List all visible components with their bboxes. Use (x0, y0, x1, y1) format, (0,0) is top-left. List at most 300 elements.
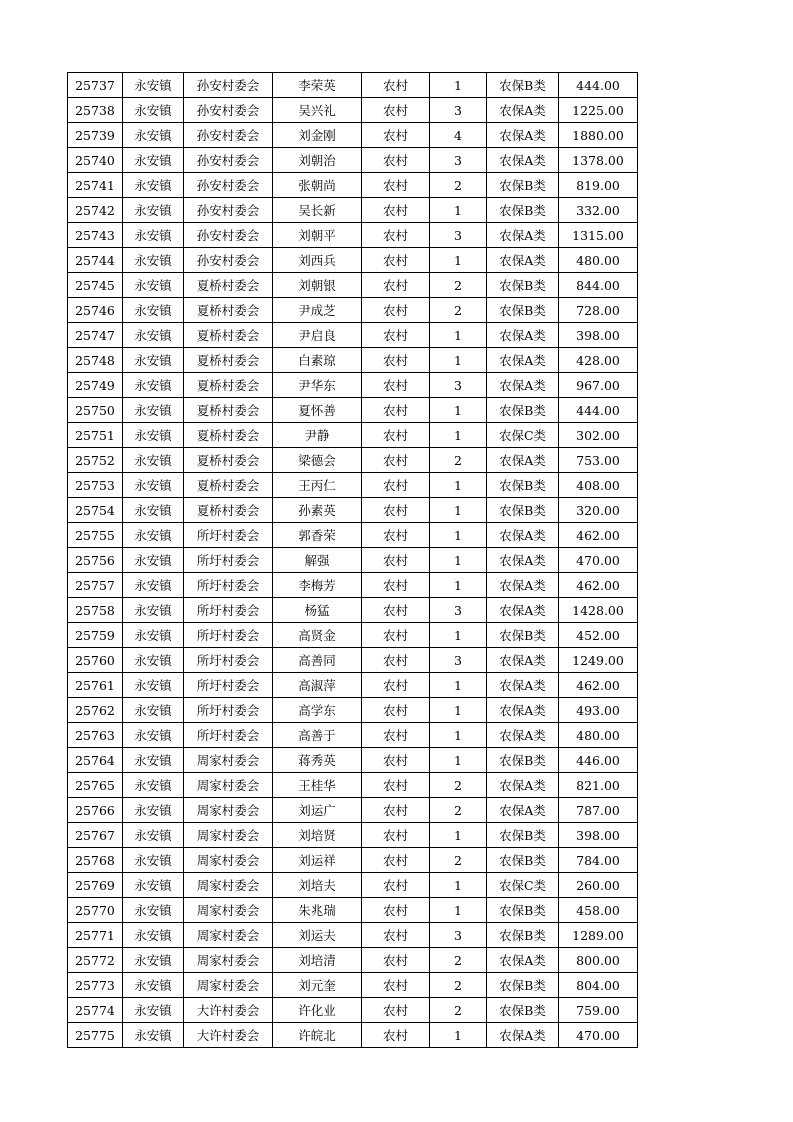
amount-cell: 260.00 (559, 873, 638, 898)
amount-cell: 759.00 (559, 998, 638, 1023)
record-id-cell: 25750 (68, 398, 123, 423)
table-body (68, 73, 638, 1048)
record-id-cell: 25766 (68, 798, 123, 823)
record-id-cell: 25740 (68, 148, 123, 173)
table-row (68, 898, 638, 923)
town-cell: 永安镇 (123, 623, 184, 648)
table-row (68, 348, 638, 373)
insurance-category-cell: 农保B类 (487, 273, 559, 298)
table-row (68, 123, 638, 148)
person-name-cell: 吴长新 (273, 198, 362, 223)
data-sheet (67, 72, 638, 1048)
amount-cell: 1880.00 (559, 123, 638, 148)
insurance-category-cell: 农保A类 (487, 598, 559, 623)
person-name-cell: 刘培贤 (273, 823, 362, 848)
person-name-cell: 解强 (273, 548, 362, 573)
area-type-cell: 农村 (362, 273, 430, 298)
household-size-cell: 2 (430, 173, 487, 198)
table-row (68, 623, 638, 648)
area-type-cell: 农村 (362, 998, 430, 1023)
area-type-cell: 农村 (362, 898, 430, 923)
insurance-category-cell: 农保A类 (487, 548, 559, 573)
insurance-category-cell: 农保B类 (487, 998, 559, 1023)
village-committee-cell: 所圩村委会 (184, 598, 273, 623)
area-type-cell: 农村 (362, 923, 430, 948)
record-id-cell: 25757 (68, 573, 123, 598)
household-size-cell: 1 (430, 323, 487, 348)
town-cell: 永安镇 (123, 898, 184, 923)
amount-cell: 332.00 (559, 198, 638, 223)
town-cell: 永安镇 (123, 748, 184, 773)
insurance-category-cell: 农保B类 (487, 298, 559, 323)
area-type-cell: 农村 (362, 198, 430, 223)
amount-cell: 452.00 (559, 623, 638, 648)
amount-cell: 398.00 (559, 323, 638, 348)
records-table (67, 72, 638, 1048)
household-size-cell: 1 (430, 348, 487, 373)
village-committee-cell: 夏桥村委会 (184, 373, 273, 398)
amount-cell: 821.00 (559, 773, 638, 798)
household-size-cell: 2 (430, 448, 487, 473)
household-size-cell: 3 (430, 223, 487, 248)
insurance-category-cell: 农保A类 (487, 223, 559, 248)
town-cell: 永安镇 (123, 298, 184, 323)
amount-cell: 784.00 (559, 848, 638, 873)
person-name-cell: 刘朝治 (273, 148, 362, 173)
record-id-cell: 25756 (68, 548, 123, 573)
household-size-cell: 1 (430, 473, 487, 498)
household-size-cell: 1 (430, 398, 487, 423)
village-committee-cell: 夏桥村委会 (184, 398, 273, 423)
record-id-cell: 25744 (68, 248, 123, 273)
amount-cell: 1249.00 (559, 648, 638, 673)
person-name-cell: 尹启良 (273, 323, 362, 348)
person-name-cell: 张朝尚 (273, 173, 362, 198)
record-id-cell: 25761 (68, 673, 123, 698)
village-committee-cell: 孙安村委会 (184, 73, 273, 98)
household-size-cell: 3 (430, 923, 487, 948)
area-type-cell: 农村 (362, 548, 430, 573)
household-size-cell: 1 (430, 523, 487, 548)
town-cell: 永安镇 (123, 498, 184, 523)
amount-cell: 480.00 (559, 248, 638, 273)
person-name-cell: 王丙仁 (273, 473, 362, 498)
town-cell: 永安镇 (123, 98, 184, 123)
person-name-cell: 刘运夫 (273, 923, 362, 948)
village-committee-cell: 周家村委会 (184, 848, 273, 873)
record-id-cell: 25765 (68, 773, 123, 798)
area-type-cell: 农村 (362, 148, 430, 173)
town-cell: 永安镇 (123, 673, 184, 698)
village-committee-cell: 所圩村委会 (184, 698, 273, 723)
town-cell: 永安镇 (123, 223, 184, 248)
town-cell: 永安镇 (123, 173, 184, 198)
area-type-cell: 农村 (362, 473, 430, 498)
household-size-cell: 1 (430, 423, 487, 448)
table-row (68, 1023, 638, 1048)
table-row (68, 823, 638, 848)
village-committee-cell: 夏桥村委会 (184, 498, 273, 523)
insurance-category-cell: 农保B类 (487, 748, 559, 773)
insurance-category-cell: 农保B类 (487, 898, 559, 923)
village-committee-cell: 大许村委会 (184, 998, 273, 1023)
insurance-category-cell: 农保A类 (487, 1023, 559, 1048)
amount-cell: 462.00 (559, 573, 638, 598)
village-committee-cell: 夏桥村委会 (184, 348, 273, 373)
area-type-cell: 农村 (362, 398, 430, 423)
household-size-cell: 3 (430, 648, 487, 673)
insurance-category-cell: 农保B类 (487, 623, 559, 648)
town-cell: 永安镇 (123, 998, 184, 1023)
household-size-cell: 2 (430, 973, 487, 998)
village-committee-cell: 所圩村委会 (184, 723, 273, 748)
area-type-cell: 农村 (362, 1023, 430, 1048)
area-type-cell: 农村 (362, 873, 430, 898)
table-row (68, 398, 638, 423)
town-cell: 永安镇 (123, 1023, 184, 1048)
table-row (68, 198, 638, 223)
person-name-cell: 刘元奎 (273, 973, 362, 998)
amount-cell: 470.00 (559, 548, 638, 573)
town-cell: 永安镇 (123, 148, 184, 173)
person-name-cell: 刘运广 (273, 798, 362, 823)
village-committee-cell: 夏桥村委会 (184, 298, 273, 323)
household-size-cell: 2 (430, 798, 487, 823)
insurance-category-cell: 农保A类 (487, 148, 559, 173)
table-row (68, 248, 638, 273)
village-committee-cell: 夏桥村委会 (184, 323, 273, 348)
table-row (68, 523, 638, 548)
table-row (68, 73, 638, 98)
insurance-category-cell: 农保B类 (487, 173, 559, 198)
household-size-cell: 3 (430, 598, 487, 623)
record-id-cell: 25751 (68, 423, 123, 448)
village-committee-cell: 孙安村委会 (184, 173, 273, 198)
table-row (68, 423, 638, 448)
table-row (68, 548, 638, 573)
village-committee-cell: 夏桥村委会 (184, 273, 273, 298)
amount-cell: 844.00 (559, 273, 638, 298)
amount-cell: 753.00 (559, 448, 638, 473)
table-row (68, 773, 638, 798)
village-committee-cell: 孙安村委会 (184, 248, 273, 273)
village-committee-cell: 所圩村委会 (184, 523, 273, 548)
area-type-cell: 农村 (362, 373, 430, 398)
village-committee-cell: 周家村委会 (184, 948, 273, 973)
table-row (68, 173, 638, 198)
town-cell: 永安镇 (123, 873, 184, 898)
town-cell: 永安镇 (123, 123, 184, 148)
person-name-cell: 刘运祥 (273, 848, 362, 873)
record-id-cell: 25763 (68, 723, 123, 748)
area-type-cell: 农村 (362, 673, 430, 698)
record-id-cell: 25738 (68, 98, 123, 123)
amount-cell: 408.00 (559, 473, 638, 498)
town-cell: 永安镇 (123, 773, 184, 798)
insurance-category-cell: 农保C类 (487, 423, 559, 448)
person-name-cell: 刘金刚 (273, 123, 362, 148)
table-row (68, 973, 638, 998)
village-committee-cell: 周家村委会 (184, 773, 273, 798)
town-cell: 永安镇 (123, 523, 184, 548)
amount-cell: 462.00 (559, 523, 638, 548)
table-row (68, 723, 638, 748)
amount-cell: 458.00 (559, 898, 638, 923)
area-type-cell: 农村 (362, 348, 430, 373)
insurance-category-cell: 农保A类 (487, 448, 559, 473)
amount-cell: 1289.00 (559, 923, 638, 948)
household-size-cell: 3 (430, 98, 487, 123)
household-size-cell: 1 (430, 548, 487, 573)
table-row (68, 448, 638, 473)
table-row (68, 573, 638, 598)
village-committee-cell: 孙安村委会 (184, 223, 273, 248)
table-row (68, 748, 638, 773)
village-committee-cell: 周家村委会 (184, 798, 273, 823)
town-cell: 永安镇 (123, 923, 184, 948)
household-size-cell: 1 (430, 1023, 487, 1048)
record-id-cell: 25746 (68, 298, 123, 323)
table-row (68, 598, 638, 623)
area-type-cell: 农村 (362, 498, 430, 523)
insurance-category-cell: 农保B类 (487, 73, 559, 98)
insurance-category-cell: 农保A类 (487, 648, 559, 673)
table-row (68, 648, 638, 673)
insurance-category-cell: 农保A类 (487, 323, 559, 348)
record-id-cell: 25745 (68, 273, 123, 298)
record-id-cell: 25772 (68, 948, 123, 973)
person-name-cell: 李荣英 (273, 73, 362, 98)
record-id-cell: 25741 (68, 173, 123, 198)
person-name-cell: 夏怀善 (273, 398, 362, 423)
table-row (68, 98, 638, 123)
insurance-category-cell: 农保A类 (487, 773, 559, 798)
record-id-cell: 25749 (68, 373, 123, 398)
village-committee-cell: 周家村委会 (184, 923, 273, 948)
area-type-cell: 农村 (362, 98, 430, 123)
person-name-cell: 李梅芳 (273, 573, 362, 598)
table-row (68, 873, 638, 898)
town-cell: 永安镇 (123, 948, 184, 973)
town-cell: 永安镇 (123, 448, 184, 473)
town-cell: 永安镇 (123, 823, 184, 848)
town-cell: 永安镇 (123, 648, 184, 673)
record-id-cell: 25759 (68, 623, 123, 648)
table-row (68, 273, 638, 298)
record-id-cell: 25748 (68, 348, 123, 373)
person-name-cell: 梁德会 (273, 448, 362, 473)
household-size-cell: 1 (430, 748, 487, 773)
table-row (68, 923, 638, 948)
area-type-cell: 农村 (362, 648, 430, 673)
area-type-cell: 农村 (362, 123, 430, 148)
household-size-cell: 3 (430, 373, 487, 398)
household-size-cell: 1 (430, 198, 487, 223)
village-committee-cell: 所圩村委会 (184, 673, 273, 698)
area-type-cell: 农村 (362, 698, 430, 723)
village-committee-cell: 孙安村委会 (184, 123, 273, 148)
amount-cell: 320.00 (559, 498, 638, 523)
amount-cell: 493.00 (559, 698, 638, 723)
area-type-cell: 农村 (362, 948, 430, 973)
household-size-cell: 2 (430, 948, 487, 973)
table-row (68, 998, 638, 1023)
person-name-cell: 刘培清 (273, 948, 362, 973)
insurance-category-cell: 农保A类 (487, 98, 559, 123)
household-size-cell: 1 (430, 623, 487, 648)
town-cell: 永安镇 (123, 323, 184, 348)
person-name-cell: 尹静 (273, 423, 362, 448)
area-type-cell: 农村 (362, 73, 430, 98)
person-name-cell: 高善同 (273, 648, 362, 673)
town-cell: 永安镇 (123, 973, 184, 998)
insurance-category-cell: 农保A类 (487, 673, 559, 698)
record-id-cell: 25764 (68, 748, 123, 773)
insurance-category-cell: 农保B类 (487, 973, 559, 998)
table-row (68, 698, 638, 723)
household-size-cell: 4 (430, 123, 487, 148)
amount-cell: 787.00 (559, 798, 638, 823)
amount-cell: 480.00 (559, 723, 638, 748)
person-name-cell: 刘朝银 (273, 273, 362, 298)
table-row (68, 848, 638, 873)
amount-cell: 428.00 (559, 348, 638, 373)
area-type-cell: 农村 (362, 523, 430, 548)
person-name-cell: 吴兴礼 (273, 98, 362, 123)
area-type-cell: 农村 (362, 973, 430, 998)
village-committee-cell: 周家村委会 (184, 823, 273, 848)
amount-cell: 819.00 (559, 173, 638, 198)
table-row (68, 673, 638, 698)
person-name-cell: 刘西兵 (273, 248, 362, 273)
town-cell: 永安镇 (123, 198, 184, 223)
insurance-category-cell: 农保A类 (487, 523, 559, 548)
amount-cell: 462.00 (559, 673, 638, 698)
person-name-cell: 王桂华 (273, 773, 362, 798)
person-name-cell: 郭香荣 (273, 523, 362, 548)
person-name-cell: 孙素英 (273, 498, 362, 523)
town-cell: 永安镇 (123, 848, 184, 873)
table-row (68, 373, 638, 398)
village-committee-cell: 周家村委会 (184, 898, 273, 923)
area-type-cell: 农村 (362, 723, 430, 748)
amount-cell: 444.00 (559, 73, 638, 98)
household-size-cell: 1 (430, 673, 487, 698)
table-row (68, 473, 638, 498)
insurance-category-cell: 农保A类 (487, 123, 559, 148)
insurance-category-cell: 农保B类 (487, 923, 559, 948)
town-cell: 永安镇 (123, 73, 184, 98)
village-committee-cell: 孙安村委会 (184, 148, 273, 173)
area-type-cell: 农村 (362, 773, 430, 798)
village-committee-cell: 周家村委会 (184, 973, 273, 998)
household-size-cell: 1 (430, 873, 487, 898)
insurance-category-cell: 农保A类 (487, 798, 559, 823)
town-cell: 永安镇 (123, 273, 184, 298)
area-type-cell: 农村 (362, 323, 430, 348)
insurance-category-cell: 农保B类 (487, 198, 559, 223)
insurance-category-cell: 农保A类 (487, 698, 559, 723)
village-committee-cell: 夏桥村委会 (184, 448, 273, 473)
town-cell: 永安镇 (123, 423, 184, 448)
amount-cell: 302.00 (559, 423, 638, 448)
insurance-category-cell: 农保A类 (487, 573, 559, 598)
insurance-category-cell: 农保B类 (487, 848, 559, 873)
record-id-cell: 25743 (68, 223, 123, 248)
record-id-cell: 25770 (68, 898, 123, 923)
town-cell: 永安镇 (123, 398, 184, 423)
insurance-category-cell: 农保B类 (487, 823, 559, 848)
record-id-cell: 25775 (68, 1023, 123, 1048)
household-size-cell: 1 (430, 823, 487, 848)
record-id-cell: 25762 (68, 698, 123, 723)
village-committee-cell: 夏桥村委会 (184, 473, 273, 498)
household-size-cell: 2 (430, 998, 487, 1023)
person-name-cell: 高淑萍 (273, 673, 362, 698)
area-type-cell: 农村 (362, 173, 430, 198)
table-row (68, 323, 638, 348)
household-size-cell: 2 (430, 273, 487, 298)
insurance-category-cell: 农保C类 (487, 873, 559, 898)
town-cell: 永安镇 (123, 548, 184, 573)
village-committee-cell: 所圩村委会 (184, 648, 273, 673)
amount-cell: 967.00 (559, 373, 638, 398)
amount-cell: 728.00 (559, 298, 638, 323)
insurance-category-cell: 农保A类 (487, 723, 559, 748)
amount-cell: 1378.00 (559, 148, 638, 173)
town-cell: 永安镇 (123, 373, 184, 398)
amount-cell: 398.00 (559, 823, 638, 848)
insurance-category-cell: 农保B类 (487, 398, 559, 423)
insurance-category-cell: 农保A类 (487, 948, 559, 973)
person-name-cell: 高贤金 (273, 623, 362, 648)
amount-cell: 1315.00 (559, 223, 638, 248)
area-type-cell: 农村 (362, 448, 430, 473)
person-name-cell: 白素琼 (273, 348, 362, 373)
table-row (68, 223, 638, 248)
town-cell: 永安镇 (123, 698, 184, 723)
record-id-cell: 25742 (68, 198, 123, 223)
person-name-cell: 许化业 (273, 998, 362, 1023)
amount-cell: 1428.00 (559, 598, 638, 623)
record-id-cell: 25773 (68, 973, 123, 998)
record-id-cell: 25753 (68, 473, 123, 498)
town-cell: 永安镇 (123, 473, 184, 498)
household-size-cell: 2 (430, 773, 487, 798)
person-name-cell: 朱兆瑞 (273, 898, 362, 923)
household-size-cell: 3 (430, 148, 487, 173)
village-committee-cell: 周家村委会 (184, 873, 273, 898)
table-row (68, 298, 638, 323)
table-row (68, 798, 638, 823)
area-type-cell: 农村 (362, 823, 430, 848)
town-cell: 永安镇 (123, 598, 184, 623)
village-committee-cell: 所圩村委会 (184, 573, 273, 598)
record-id-cell: 25774 (68, 998, 123, 1023)
household-size-cell: 1 (430, 73, 487, 98)
amount-cell: 800.00 (559, 948, 638, 973)
household-size-cell: 1 (430, 248, 487, 273)
household-size-cell: 1 (430, 698, 487, 723)
town-cell: 永安镇 (123, 798, 184, 823)
town-cell: 永安镇 (123, 573, 184, 598)
household-size-cell: 1 (430, 498, 487, 523)
table-row (68, 498, 638, 523)
village-committee-cell: 所圩村委会 (184, 548, 273, 573)
area-type-cell: 农村 (362, 223, 430, 248)
insurance-category-cell: 农保B类 (487, 498, 559, 523)
area-type-cell: 农村 (362, 798, 430, 823)
